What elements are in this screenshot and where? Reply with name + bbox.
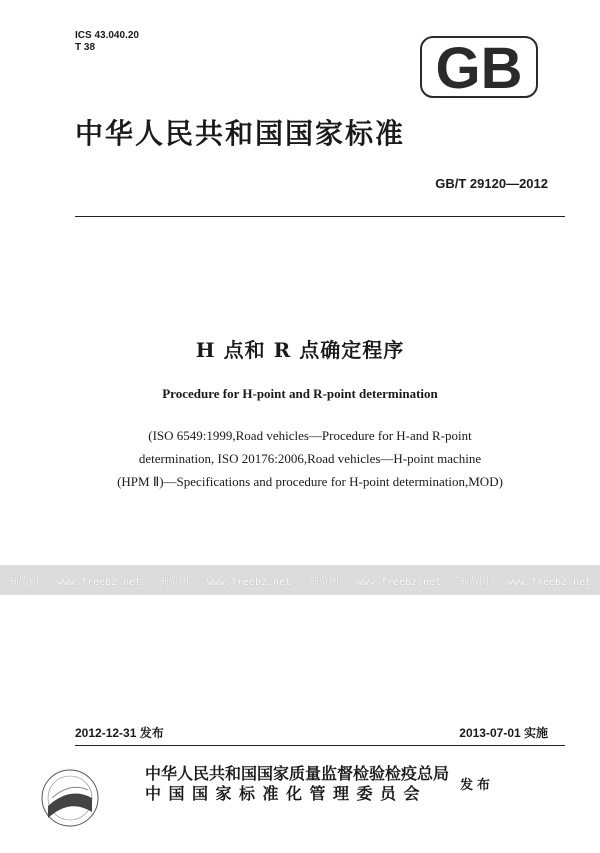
anti-counterfeit-seal-icon [40, 768, 100, 828]
bottom-divider [75, 745, 565, 746]
implementation-date: 2013-07-01 实施 [459, 726, 548, 740]
gb-logo [420, 36, 538, 98]
ics-code: ICS 43.040.20 [75, 30, 139, 41]
class-code: T 38 [75, 42, 96, 53]
iso-reference-line: determination, ISO 20176:2006,Road vehicles—H-point machine [138, 451, 482, 466]
issue-date: 2012-12-31 发布 [75, 726, 164, 740]
chinese-title: H 点和 R 点确定程序 [195, 338, 405, 362]
publish-label: 发布 [460, 778, 495, 793]
standard-number: GB/T 29120—2012 [435, 176, 548, 191]
gb-logo-text: GB [435, 36, 523, 98]
publisher-block [145, 764, 449, 804]
classification-codes [75, 30, 139, 54]
top-divider [75, 216, 565, 217]
watermark-text: 预览图 - www.freebz.net [8, 576, 142, 588]
preview-watermark-band [0, 565, 600, 595]
iso-reference [110, 424, 510, 493]
watermark-text: 预览图 - www.freebz.net [308, 576, 442, 588]
watermark-text: 预览图 - www.freebz.net [458, 576, 592, 588]
standard-name: 中华人民共和国国家标准 [75, 117, 406, 150]
iso-reference-line: (ISO 6549:1999,Road vehicles—Procedure for H-and R-point [148, 428, 472, 443]
iso-reference-line: (HPM Ⅱ)—Specifications and procedure for H-point determination,MOD) [117, 474, 503, 489]
english-title: Procedure for H-point and R-point determination [162, 386, 438, 401]
publisher-line-2: 中国国家标准化管理委员会 [145, 784, 428, 803]
watermark-text: 预览图 - www.freebz.net [158, 576, 292, 588]
publisher-line-1: 中华人民共和国国家质量监督检验检疫总局 [145, 764, 450, 783]
